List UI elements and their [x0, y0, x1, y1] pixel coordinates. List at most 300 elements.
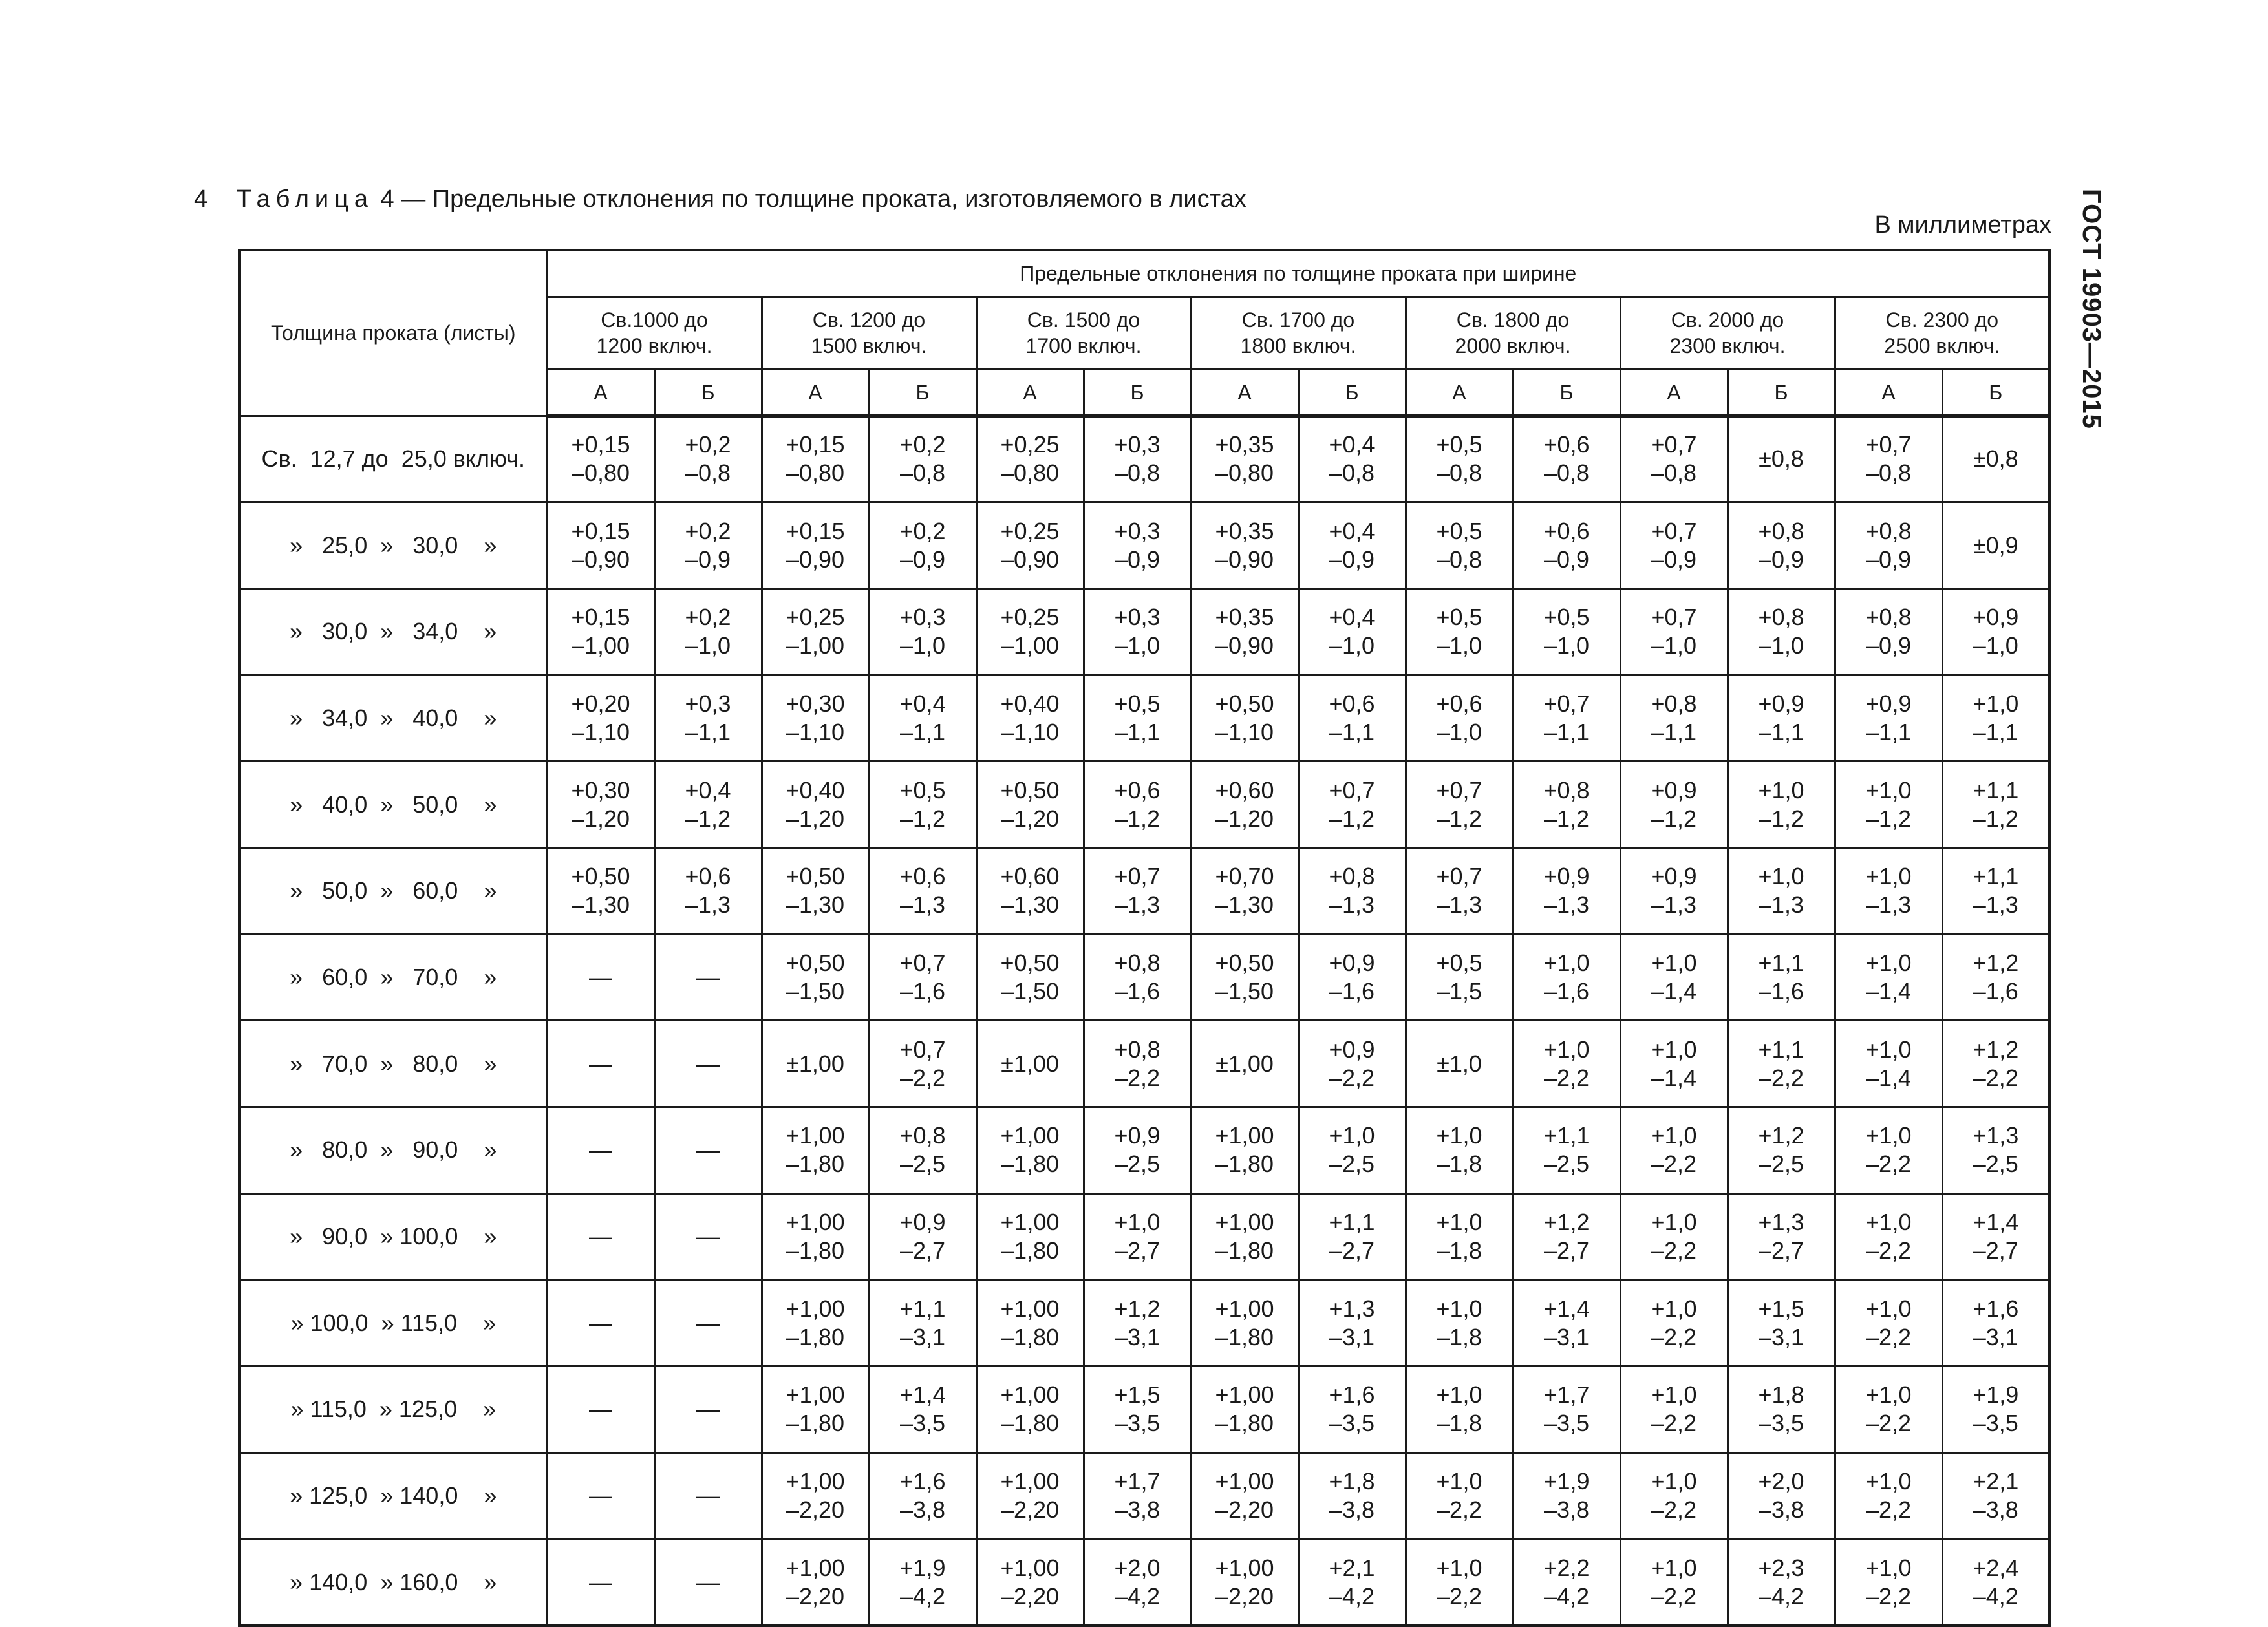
subheader-cell: А	[1835, 369, 1942, 416]
tolerance-cell	[547, 416, 654, 502]
tolerance-value: +0,6	[1543, 517, 1590, 544]
tolerance-value: –0,8	[1436, 460, 1482, 487]
tolerance-cell	[1513, 675, 1620, 761]
tolerance-value: ±1,00	[786, 1050, 844, 1077]
tolerance-value: –2,7	[899, 1237, 946, 1264]
tolerance-value: +1,1	[1973, 863, 2019, 890]
tolerance-cell	[1942, 502, 2049, 589]
tolerance-value: –0,8	[1329, 460, 1375, 487]
tolerance-value: +1,0	[1114, 1209, 1161, 1236]
tolerance-value: +2,1	[1973, 1468, 2019, 1495]
tolerance-cell	[1084, 1366, 1191, 1453]
tolerance-value: +0,15	[786, 517, 845, 544]
tolerance-value: +2,0	[1114, 1554, 1161, 1581]
tolerance-value: —	[696, 1136, 720, 1164]
tolerance-value: +1,7	[1114, 1468, 1161, 1495]
tolerance-cell	[976, 761, 1084, 848]
tolerance-value: +0,9	[1651, 776, 1697, 803]
tolerance-value: +0,8	[1543, 776, 1590, 803]
tolerance-cell	[654, 675, 762, 761]
thickness-range-cell: » 80,0 » 90,0 »	[239, 1107, 547, 1194]
tolerance-cell	[1728, 847, 1835, 934]
tolerance-cell	[1835, 1452, 1942, 1539]
table-row	[239, 588, 2049, 675]
tolerance-cell	[1728, 1366, 1835, 1453]
tolerance-cell	[1728, 588, 1835, 675]
tolerance-value: +0,4	[1329, 517, 1375, 544]
tolerance-value: +0,35	[1215, 517, 1274, 544]
tolerance-value: +0,6	[1436, 690, 1482, 717]
tolerance-value: –1,1	[899, 718, 946, 745]
width-header-cell	[547, 297, 762, 369]
tolerance-value: +2,0	[1758, 1468, 1804, 1495]
tolerance-value: +0,4	[1329, 431, 1375, 458]
tolerance-cell	[1191, 847, 1298, 934]
tolerance-value: –2,2	[1758, 1064, 1804, 1091]
tolerance-value: +1,0	[1651, 949, 1697, 976]
tolerance-cell	[1728, 934, 1835, 1021]
width-header-line: 2500 включ.	[1884, 334, 2000, 357]
width-header-cell	[976, 297, 1191, 369]
tolerance-cell	[1513, 761, 1620, 848]
tolerance-cell	[976, 1452, 1084, 1539]
tolerance-value: +1,00	[786, 1122, 845, 1149]
tolerance-cell	[654, 1366, 762, 1453]
tolerance-value: –1,80	[1000, 1323, 1060, 1350]
tolerance-cell	[1942, 1366, 2049, 1453]
tolerance-cell	[547, 934, 654, 1021]
subheader-cell: Б	[1942, 369, 2049, 416]
tolerance-value: +0,3	[1114, 517, 1161, 544]
tolerance-value: +1,2	[1973, 1036, 2019, 1063]
table-row	[239, 847, 2049, 934]
tolerance-cell	[1942, 588, 2049, 675]
tolerance-value: –0,9	[899, 546, 946, 573]
tolerance-value: –0,90	[786, 546, 845, 573]
thickness-range-cell: » 50,0 » 60,0 »	[239, 847, 547, 934]
tolerance-cell	[762, 588, 869, 675]
tolerance-value: –2,20	[1215, 1496, 1274, 1524]
tolerance-value: –1,10	[1215, 718, 1274, 745]
tolerance-cell	[1942, 1193, 2049, 1280]
tolerance-value: —	[696, 1223, 720, 1250]
tolerance-cell	[1191, 416, 1298, 502]
width-header-line: 2300 включ.	[1669, 334, 1786, 357]
tolerance-value: –1,2	[1114, 805, 1161, 832]
tolerance-value: +1,1	[1329, 1209, 1375, 1236]
tolerance-value: +1,00	[786, 1381, 845, 1409]
subheader-cell: Б	[1513, 369, 1620, 416]
tolerance-cell	[762, 1107, 869, 1194]
tolerance-cell	[1942, 1021, 2049, 1107]
tolerance-cell	[1942, 847, 2049, 934]
tolerance-cell	[869, 502, 976, 589]
tolerance-value: –1,3	[1758, 891, 1804, 919]
tolerance-value: –0,9	[1865, 546, 1912, 573]
tolerance-cell	[762, 1452, 869, 1539]
thickness-range-cell: » 100,0 » 115,0 »	[239, 1280, 547, 1366]
tolerance-value: +1,00	[1000, 1381, 1060, 1409]
tolerance-value: +0,5	[1114, 690, 1161, 717]
tolerance-value: –0,8	[1436, 546, 1482, 573]
tolerance-value: –0,9	[1758, 546, 1804, 573]
tolerance-value: +1,0	[1436, 1122, 1482, 1149]
tolerance-value: +0,7	[1651, 517, 1697, 544]
tolerance-cell	[1191, 1193, 1298, 1280]
tolerance-value: +2,2	[1543, 1554, 1590, 1581]
tolerance-value: +0,60	[1000, 863, 1060, 890]
tolerance-cell	[1084, 675, 1191, 761]
tolerance-value: +0,9	[1329, 949, 1375, 976]
tolerance-value: +1,4	[899, 1381, 946, 1409]
tolerance-cell	[1406, 1107, 1513, 1194]
tolerance-value: +0,5	[1543, 604, 1590, 631]
tolerance-value: –0,9	[1543, 546, 1590, 573]
tolerance-value: +1,0	[1865, 1554, 1912, 1581]
tolerance-value: +1,00	[786, 1295, 845, 1322]
tolerance-value: –1,2	[1436, 805, 1482, 832]
tolerance-value: +1,3	[1973, 1122, 2019, 1149]
tolerance-value: +0,9	[1973, 604, 2019, 631]
tolerance-value: –0,9	[1114, 546, 1161, 573]
tolerance-cell	[1406, 1193, 1513, 1280]
thickness-range-cell: » 140,0 » 160,0 »	[239, 1539, 547, 1626]
tolerance-value: –1,6	[1758, 977, 1804, 1005]
tolerance-value: +1,2	[1114, 1295, 1161, 1322]
tolerance-value: –1,3	[1973, 891, 2018, 919]
tolerance-value: –3,1	[1758, 1323, 1804, 1350]
tolerance-cell	[1191, 1366, 1298, 1453]
tolerance-value: +1,00	[1215, 1295, 1274, 1322]
tolerance-value: –1,0	[1651, 632, 1697, 659]
tolerance-value: –2,2	[1651, 1323, 1697, 1350]
thickness-range-cell: » 40,0 » 50,0 »	[239, 761, 547, 848]
tolerance-value: –0,8	[899, 460, 946, 487]
tolerance-cell	[1191, 1107, 1298, 1194]
tolerance-value: +1,0	[1865, 949, 1912, 976]
tolerance-cell	[1084, 1280, 1191, 1366]
tolerance-value: +1,1	[1758, 1036, 1804, 1063]
tolerance-value: +0,2	[685, 604, 731, 631]
tolerance-value: +1,0	[1865, 1381, 1912, 1409]
tolerance-value: –2,2	[1651, 1410, 1697, 1437]
tolerance-value: +0,15	[571, 517, 630, 544]
tolerance-cell	[762, 1280, 869, 1366]
tolerance-value: —	[696, 963, 720, 990]
tolerance-cell	[1728, 1539, 1835, 1626]
tolerance-cell	[1084, 934, 1191, 1021]
tolerance-value: +1,00	[1215, 1209, 1274, 1236]
tolerance-value: –2,7	[1973, 1237, 2018, 1264]
tolerance-value: +1,0	[1865, 776, 1912, 803]
tolerance-value: –1,6	[1543, 977, 1590, 1005]
tolerance-value: –1,2	[1865, 805, 1912, 832]
tolerance-value: –0,80	[571, 460, 630, 487]
tolerance-value: –3,8	[1114, 1496, 1161, 1524]
tolerance-value: +1,00	[1215, 1381, 1274, 1409]
tolerance-value: +0,7	[1651, 431, 1697, 458]
tolerance-value: +1,4	[1543, 1295, 1590, 1322]
tolerance-value: –0,8	[1865, 460, 1912, 487]
tolerance-cell	[1942, 1452, 2049, 1539]
tolerance-value: +1,1	[1543, 1122, 1590, 1149]
thickness-range-cell: » 125,0 » 140,0 »	[239, 1452, 547, 1539]
tolerance-cell	[1620, 675, 1728, 761]
tolerance-value: +0,4	[899, 690, 946, 717]
tolerance-value: +0,7	[1436, 776, 1482, 803]
tolerance-cell	[1728, 1021, 1835, 1107]
tolerance-value: –1,0	[685, 632, 731, 659]
width-header-line: 1800 включ.	[1240, 334, 1356, 357]
tolerance-value: –2,20	[786, 1496, 845, 1524]
page-number: 4	[194, 186, 208, 213]
tolerance-cell	[1942, 761, 2049, 848]
table-row	[239, 1193, 2049, 1280]
tolerance-value: ±1,00	[1001, 1050, 1059, 1077]
tolerance-cell	[869, 847, 976, 934]
tolerance-cell	[976, 934, 1084, 1021]
tolerance-cell	[762, 675, 869, 761]
tolerance-value: +1,0	[1651, 1468, 1697, 1495]
tolerance-cell	[1513, 416, 1620, 502]
tolerance-value: –1,2	[899, 805, 946, 832]
table-row	[239, 1280, 2049, 1366]
table-caption-label: Таблица	[237, 186, 374, 213]
tolerance-cell	[654, 1539, 762, 1626]
tolerance-value: ±0,9	[1973, 531, 2018, 558]
tolerance-value: +1,8	[1758, 1381, 1804, 1409]
tolerance-value: –0,90	[1215, 632, 1274, 659]
tolerance-value: +0,9	[1865, 690, 1912, 717]
tolerance-value: –3,5	[1543, 1410, 1590, 1437]
tolerance-value: –2,2	[1651, 1237, 1697, 1264]
tolerance-value: –1,6	[899, 977, 946, 1005]
tolerance-cell	[1620, 1452, 1728, 1539]
thickness-range-cell: » 70,0 » 80,0 »	[239, 1021, 547, 1107]
tolerance-value: +0,8	[1114, 949, 1161, 976]
tolerance-value: –0,90	[1000, 546, 1060, 573]
tolerance-value: –1,0	[1329, 632, 1375, 659]
thickness-range-cell: » 25,0 » 30,0 »	[239, 502, 547, 589]
tolerance-cell	[1191, 1452, 1298, 1539]
tolerance-value: ±0,8	[1759, 445, 1804, 473]
tolerance-value: –0,8	[1651, 460, 1697, 487]
tolerance-cell	[654, 502, 762, 589]
tolerance-value: –2,7	[1114, 1237, 1161, 1264]
tolerance-cell	[976, 1280, 1084, 1366]
tolerance-cell	[1728, 1107, 1835, 1194]
tolerance-value: –1,8	[1436, 1237, 1482, 1264]
tolerance-cell	[1298, 934, 1406, 1021]
standard-designation: ГОСТ 19903—2015	[2077, 189, 2106, 429]
tolerance-value: +0,9	[899, 1209, 946, 1236]
width-header-cell	[1191, 297, 1406, 369]
tolerance-value: +0,7	[899, 949, 946, 976]
tolerance-value: –1,2	[1758, 805, 1804, 832]
tolerance-value: +0,50	[786, 863, 845, 890]
tolerance-value: –2,2	[1865, 1237, 1912, 1264]
tolerance-value: –4,2	[1114, 1582, 1161, 1610]
tolerance-cell	[762, 1366, 869, 1453]
tolerance-value: –1,1	[1758, 718, 1804, 745]
tolerance-cell	[1406, 1452, 1513, 1539]
tolerance-cell	[1298, 675, 1406, 761]
tolerance-value: –4,2	[1543, 1582, 1590, 1610]
tolerance-value: –1,10	[571, 718, 630, 745]
tolerance-value: –1,0	[1543, 632, 1590, 659]
tolerance-value: +0,5	[1436, 431, 1482, 458]
tolerance-cell	[547, 1107, 654, 1194]
tolerance-cell	[1513, 1193, 1620, 1280]
tolerance-value: –0,9	[1865, 632, 1912, 659]
tolerance-cell	[1942, 1107, 2049, 1194]
tolerance-value: +1,00	[1215, 1468, 1274, 1495]
tolerance-value: +1,0	[1436, 1468, 1482, 1495]
tolerance-value: –2,5	[899, 1151, 946, 1178]
tolerance-value: –1,30	[1215, 891, 1274, 919]
tolerance-value: –1,1	[1114, 718, 1161, 745]
tolerance-cell	[1191, 675, 1298, 761]
tolerance-cell	[654, 1193, 762, 1280]
tolerance-value: –1,0	[1114, 632, 1161, 659]
tolerance-cell	[1191, 1539, 1298, 1626]
tolerance-value: –1,00	[786, 632, 845, 659]
width-header-cell	[1620, 297, 1835, 369]
tolerance-value: –3,5	[1973, 1410, 2018, 1437]
tolerance-value: –1,0	[1436, 632, 1482, 659]
tolerance-value: –1,3	[685, 891, 731, 919]
tolerance-value: –1,80	[786, 1237, 845, 1264]
tolerance-value: +1,4	[1973, 1209, 2019, 1236]
tolerance-value: –3,5	[1329, 1410, 1375, 1437]
tolerance-value: +0,7	[1651, 604, 1697, 631]
tolerance-value: +0,35	[1215, 431, 1274, 458]
tolerance-cell	[1620, 416, 1728, 502]
tolerance-value: +0,40	[1000, 690, 1060, 717]
tolerance-value: +0,8	[1758, 517, 1804, 544]
tolerance-value: +0,7	[1865, 431, 1912, 458]
tolerance-value: +1,00	[1000, 1295, 1060, 1322]
tolerance-value: –1,1	[1651, 718, 1697, 745]
tolerance-cell	[976, 675, 1084, 761]
tolerance-cell	[1835, 1539, 1942, 1626]
tolerance-value: +0,25	[1000, 431, 1060, 458]
tolerance-value: +1,0	[1865, 1122, 1912, 1149]
tolerance-cell	[1513, 934, 1620, 1021]
tolerance-value: –4,2	[1758, 1582, 1804, 1610]
tolerance-cell	[654, 934, 762, 1021]
tolerance-cell	[1406, 502, 1513, 589]
tolerance-value: +1,0	[1436, 1295, 1482, 1322]
tolerance-value: –1,10	[1000, 718, 1060, 745]
subheader-cell: А	[1406, 369, 1513, 416]
tolerance-cell	[1835, 675, 1942, 761]
table-row	[239, 761, 2049, 848]
tolerance-cell	[1835, 934, 1942, 1021]
tolerance-value: –0,8	[685, 460, 731, 487]
tolerance-cell	[1298, 1021, 1406, 1107]
tolerance-value: –0,9	[685, 546, 731, 573]
tolerance-value: +0,15	[571, 431, 630, 458]
tolerance-value: –1,8	[1436, 1323, 1482, 1350]
tolerance-value: +1,0	[1865, 1295, 1912, 1322]
tolerance-cell	[1513, 1280, 1620, 1366]
tolerance-value: +0,25	[1000, 517, 1060, 544]
tolerance-value: +0,7	[1543, 690, 1590, 717]
tolerance-value: —	[589, 963, 612, 990]
tolerance-cell	[1513, 1021, 1620, 1107]
width-header-line: 1500 включ.	[811, 334, 927, 357]
tolerance-cell	[1298, 1366, 1406, 1453]
tolerance-cell	[762, 847, 869, 934]
tolerance-cell	[869, 1021, 976, 1107]
tolerance-value: –3,8	[1758, 1496, 1804, 1524]
tolerance-value: —	[696, 1050, 720, 1077]
tolerance-cell	[1835, 847, 1942, 934]
tolerance-cell	[1298, 588, 1406, 675]
tolerance-value: +1,00	[1215, 1122, 1274, 1149]
tolerance-value: –2,20	[1000, 1582, 1060, 1610]
tolerance-value: –3,5	[1758, 1410, 1804, 1437]
tolerance-value: +0,5	[1436, 604, 1482, 631]
tolerance-cell	[1835, 1366, 1942, 1453]
tolerance-value: +0,8	[1758, 604, 1804, 631]
tolerance-value: +1,9	[1973, 1381, 2019, 1409]
table-caption-text: 4 — Предельные отклонения по толщине проката, изготовляемого в листах	[374, 186, 1246, 213]
tolerance-value: –1,8	[1436, 1410, 1482, 1437]
tolerance-value: ±1,00	[1215, 1050, 1274, 1077]
tolerance-value: –0,90	[1215, 546, 1274, 573]
tolerance-value: –2,5	[1758, 1151, 1804, 1178]
tolerance-cell	[869, 1280, 976, 1366]
tolerance-cell	[1298, 1193, 1406, 1280]
tolerance-value: +1,0	[1758, 863, 1804, 890]
tolerance-value: –2,2	[1436, 1582, 1482, 1610]
tolerance-value: —	[589, 1568, 612, 1595]
tolerance-value: +0,30	[571, 776, 630, 803]
tolerance-value: –0,8	[1543, 460, 1590, 487]
tolerance-value: –1,0	[1973, 632, 2018, 659]
width-header-line: 2000 включ.	[1455, 334, 1571, 357]
tolerance-cell	[1084, 502, 1191, 589]
tolerance-value: +2,3	[1758, 1554, 1804, 1581]
tolerance-value: —	[589, 1482, 612, 1509]
tolerance-value: –1,3	[1543, 891, 1590, 919]
tolerance-value: –2,2	[1436, 1496, 1482, 1524]
tolerance-cell	[1835, 761, 1942, 848]
width-header-line: Св. 2000 до	[1671, 308, 1784, 332]
tolerance-value: –1,2	[1973, 805, 2018, 832]
tolerance-value: +1,0	[1436, 1209, 1482, 1236]
tolerance-cell	[547, 847, 654, 934]
tolerance-value: –2,2	[1651, 1496, 1697, 1524]
tolerance-value: +0,9	[1329, 1036, 1375, 1063]
tolerance-cell	[762, 761, 869, 848]
tolerance-value: –1,3	[899, 891, 946, 919]
tolerance-cell	[1191, 502, 1298, 589]
tolerance-value: +0,30	[786, 690, 845, 717]
tolerance-value: –0,9	[1329, 546, 1375, 573]
tolerance-value: +0,5	[1436, 949, 1482, 976]
thickness-range-cell: » 60,0 » 70,0 »	[239, 934, 547, 1021]
tolerance-value: +1,0	[1973, 690, 2019, 717]
width-header-cell	[762, 297, 976, 369]
tolerance-value: +0,25	[786, 604, 845, 631]
tolerance-value: +1,0	[1865, 1468, 1912, 1495]
tolerance-value: –1,00	[571, 632, 630, 659]
width-header-cell	[1406, 297, 1620, 369]
tolerance-value: +1,0	[1436, 1381, 1482, 1409]
